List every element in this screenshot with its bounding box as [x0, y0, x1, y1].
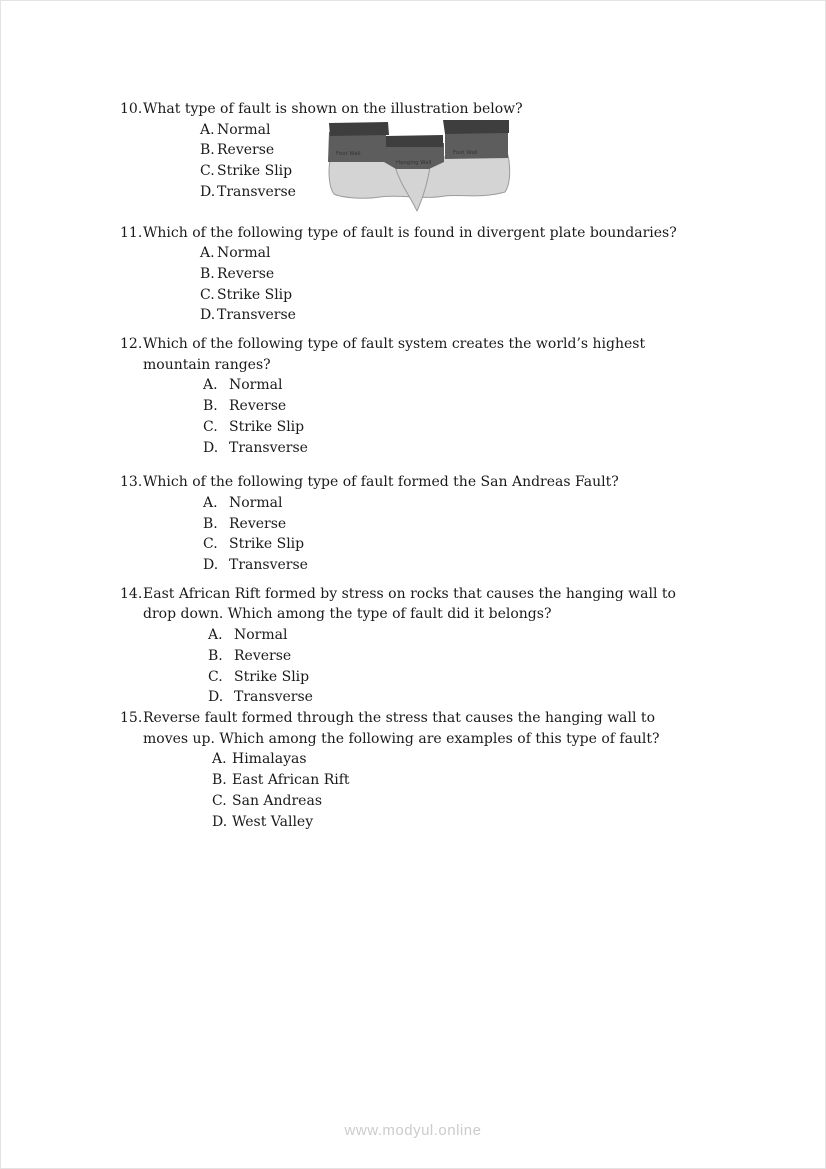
- foot-wall-left-label: Foot Wall: [336, 151, 361, 157]
- option-text: Himalayas: [232, 751, 307, 768]
- question-line-text: What type of fault is shown on the illustration below?: [143, 101, 523, 117]
- option-text: Reverse: [217, 142, 275, 159]
- option-letter: B.: [200, 265, 215, 282]
- option-text: Normal: [234, 627, 288, 644]
- option-text: Reverse: [217, 265, 275, 282]
- option: [203, 396, 720, 417]
- option: [203, 555, 720, 576]
- question-first-line: [120, 708, 720, 729]
- hanging-wall-label: Hanging Wall: [396, 160, 432, 166]
- question-text: [120, 472, 720, 493]
- option: [212, 812, 720, 833]
- option-text: Reverse: [234, 647, 292, 664]
- option: [200, 285, 720, 306]
- option-letter: A.: [200, 245, 215, 262]
- question-number: 15.: [120, 709, 143, 726]
- question-number: 14.: [120, 585, 143, 602]
- option: [208, 646, 720, 667]
- option-letter: A.: [203, 377, 218, 394]
- footer-watermark: www.modyul.online: [344, 1122, 482, 1139]
- option-text: Strike Slip: [229, 418, 305, 435]
- question-number: 10.: [120, 101, 143, 117]
- option-text: Reverse: [229, 515, 287, 532]
- question-line-text: Which of the following type of fault system creates the world’s highest: [143, 336, 646, 353]
- foot-wall-right-label: Foot Wall: [453, 150, 478, 156]
- option-list: [120, 243, 720, 326]
- option-letter: D.: [200, 307, 216, 324]
- question-continuation-line: [120, 355, 720, 376]
- option: [212, 749, 720, 770]
- question-continuation-line: [120, 729, 720, 750]
- option-text: Transverse: [229, 557, 308, 574]
- option-text: Reverse: [229, 398, 287, 415]
- question-text: [120, 584, 720, 625]
- option-text: Normal: [229, 377, 283, 394]
- option-list: [120, 749, 720, 832]
- question: [120, 223, 720, 327]
- option-letter: D.: [203, 557, 219, 574]
- option-text: Transverse: [217, 183, 296, 200]
- option: [203, 438, 720, 459]
- question-text: [120, 99, 720, 120]
- question-first-line: [120, 99, 720, 120]
- option-text: Transverse: [229, 439, 308, 456]
- question: [120, 472, 720, 576]
- question-continuation-line: [120, 604, 720, 625]
- question-text: [120, 708, 720, 749]
- option-text: Strike Slip: [234, 668, 310, 685]
- option: [208, 667, 720, 688]
- option-letter: A.: [208, 627, 223, 644]
- option-letter: B.: [203, 398, 218, 415]
- option: [203, 534, 720, 555]
- question-line-text: mountain ranges?: [143, 356, 271, 373]
- right-block-cap: [443, 120, 509, 134]
- option-letter: C.: [203, 536, 218, 553]
- question-first-line: [120, 584, 720, 605]
- question-number: 13.: [120, 474, 143, 491]
- option-text: San Andreas: [232, 792, 323, 809]
- question-number: 12.: [120, 336, 143, 353]
- left-block-cap: [329, 122, 389, 136]
- option-letter: C.: [203, 418, 218, 435]
- option-text: Transverse: [234, 689, 313, 706]
- option: [208, 687, 720, 708]
- option-letter: D.: [200, 183, 216, 200]
- option-list: [120, 625, 720, 708]
- option-text: Normal: [217, 245, 271, 262]
- option-letter: A.: [203, 494, 218, 511]
- question: [120, 708, 720, 832]
- option: [212, 791, 720, 812]
- option: [203, 417, 720, 438]
- option-letter: C.: [212, 792, 227, 809]
- option-letter: A.: [212, 751, 227, 768]
- question-line-text: East African Rift formed by stress on rocks that causes the hanging wall to: [143, 585, 676, 602]
- fault-diagram: [326, 118, 512, 214]
- question-text: [120, 223, 720, 244]
- option-text: East African Rift: [232, 772, 350, 789]
- question-first-line: [120, 472, 720, 493]
- question-line-text: Which of the following type of fault is found in divergent plate boundaries?: [143, 224, 677, 241]
- question: [120, 584, 720, 708]
- option-letter: A.: [200, 121, 215, 138]
- option-letter: D.: [212, 813, 228, 830]
- option-text: Strike Slip: [229, 536, 305, 553]
- question-line-text: drop down. Which among the type of fault did it belongs?: [143, 606, 552, 623]
- option-text: Strike Slip: [217, 286, 293, 303]
- center-block-cap: [386, 135, 443, 147]
- question-first-line: [120, 334, 720, 355]
- question-line-text: Reverse fault formed through the stress that causes the hanging wall to: [143, 709, 655, 726]
- option: [203, 514, 720, 535]
- option: [203, 375, 720, 396]
- option-text: Transverse: [217, 307, 296, 324]
- question-line-text: moves up. Which among the following are examples of this type of fault?: [143, 730, 660, 747]
- option-text: Strike Slip: [217, 163, 293, 180]
- option-text: West Valley: [232, 813, 314, 830]
- option-letter: B.: [203, 515, 218, 532]
- option-letter: D.: [203, 439, 219, 456]
- option-letter: C.: [200, 163, 215, 180]
- option-text: Normal: [229, 494, 283, 511]
- option: [208, 625, 720, 646]
- option-letter: C.: [208, 668, 223, 685]
- option: [200, 305, 720, 326]
- option-list: [120, 375, 720, 458]
- option: [212, 770, 720, 791]
- question-first-line: [120, 223, 720, 244]
- option: [200, 264, 720, 285]
- option-letter: D.: [208, 689, 224, 706]
- option-letter: B.: [200, 142, 215, 159]
- question-text: [120, 334, 720, 375]
- option-letter: C.: [200, 286, 215, 303]
- left-block-middle: [328, 132, 386, 162]
- option: [203, 493, 720, 514]
- option-letter: B.: [208, 647, 223, 664]
- option-text: Normal: [217, 121, 271, 138]
- question-line-text: Which of the following type of fault formed the San Andreas Fault?: [143, 474, 619, 491]
- question-number: 11.: [120, 224, 143, 241]
- question: [120, 334, 720, 458]
- option-list: [120, 493, 720, 576]
- option: [200, 243, 720, 264]
- option-letter: B.: [212, 772, 227, 789]
